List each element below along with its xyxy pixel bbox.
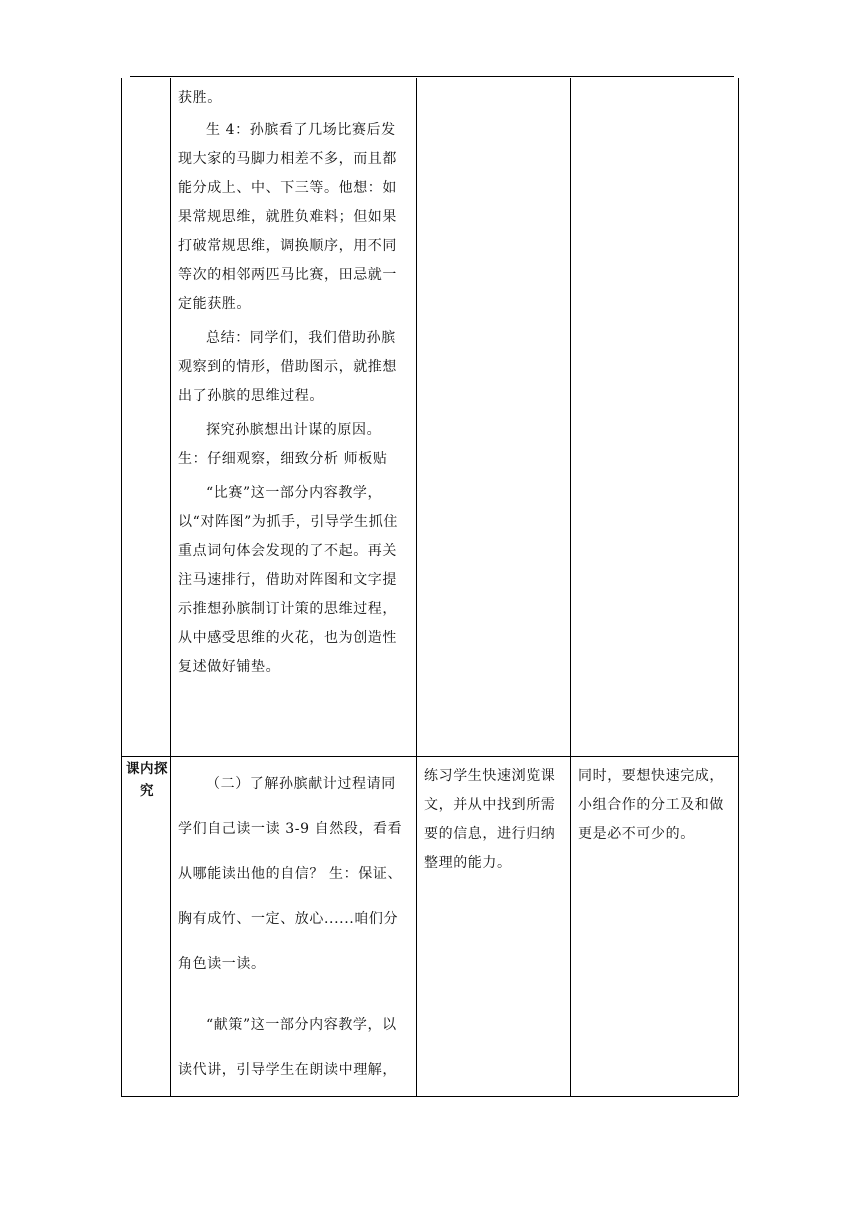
- row2-paragraph-2: “献策”这一部分内容教学，以读代讲，引导学生在朗读中理解，: [178, 1017, 397, 1078]
- header-rule: [130, 76, 734, 77]
- row1-paragraph-1: 获胜。: [178, 90, 222, 106]
- table-border-bottom: [121, 1096, 738, 1097]
- table-divider-3: [570, 78, 571, 1096]
- row1-teacher-activity-cell: [178, 84, 410, 682]
- row2-teacher-activity-cell: [178, 762, 410, 1093]
- row2-paragraph-1: （二）了解孙膑献计过程请同学们自己读一读 3-9 自然段，看看从哪能读出他的自信？ 生：保证、胸有成竹、一定、放心......咱们分角色读一读。: [178, 776, 403, 972]
- row1-paragraph-4: 探究孙膑想出计谋的原因。生：仔细观察，细致分析 师板贴: [178, 422, 388, 467]
- table-divider-2: [416, 78, 417, 1096]
- table-border-left: [121, 78, 122, 1096]
- row-divider: [121, 756, 738, 757]
- table-border-right: [738, 78, 739, 1096]
- row2-label-cell: 课内探究: [126, 761, 168, 799]
- row1-paragraph-5: “比赛”这一部分内容教学，以“对阵图”为抓手，引导学生抓住重点词句体会发现的了不起。再关注马速排行，借助对阵图和文字提示推想孙膑制订计策的思维过程，从中感受思维的火花，也为创造性复述做好铺垫。: [178, 485, 398, 675]
- row1-paragraph-2: 生 4：孙膑看了几场比赛后发现大家的马脚力相差不多，而且都能分成上、中、下三等。他想：如果常规思维，就胜负难料；但如果打破常规思维，调换顺序，用不同等次的相邻两匹马比赛，田忌就一定能获胜。: [178, 122, 397, 312]
- row1-paragraph-3: 总结：同学们，我们借助孙膑观察到的情形，借助图示，就推想出了孙膑的思维过程。: [178, 330, 397, 404]
- row2-design-intent-cell: 同时，要想快速完成，小组合作的分工及和做更是必不可少的。: [578, 768, 724, 842]
- table-divider-1: [170, 78, 171, 1096]
- row2-student-activity-cell: 练习学生快速浏览课文，并从中找到所需要的信息，进行归纳整理的能力。: [424, 768, 556, 871]
